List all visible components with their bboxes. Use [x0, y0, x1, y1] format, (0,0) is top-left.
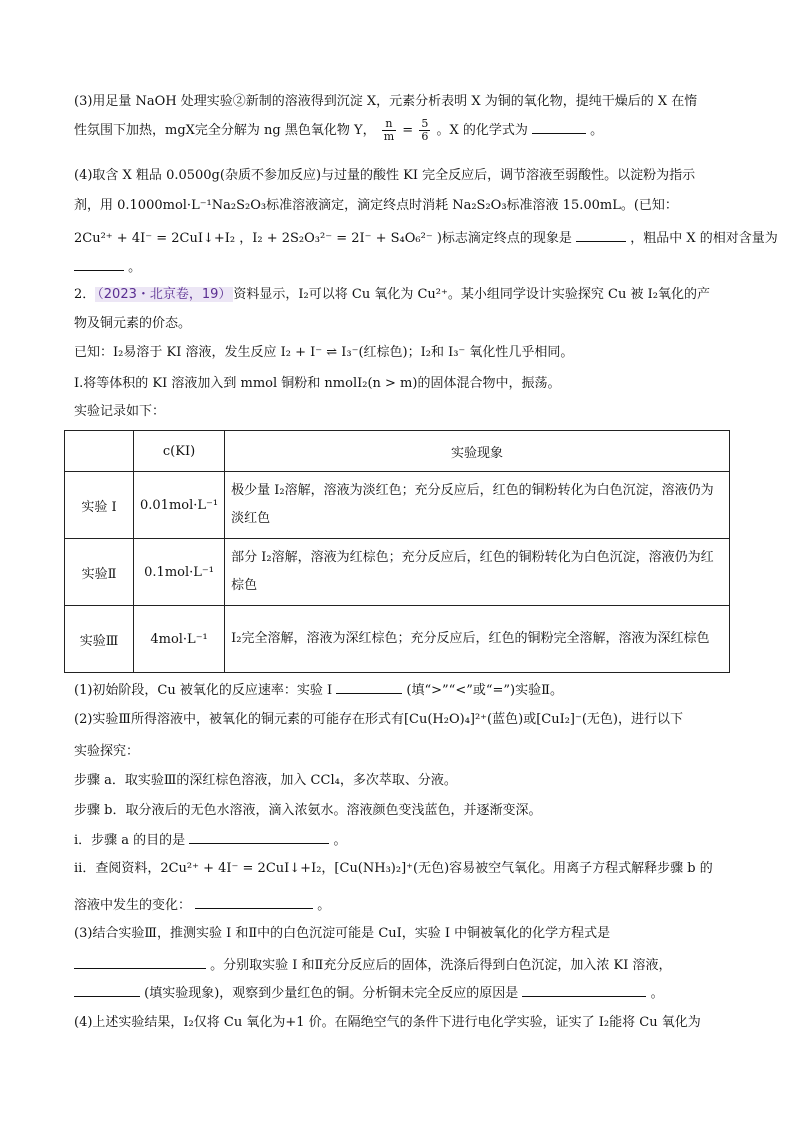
- step-a-line: 步骤 a．取实验Ⅲ的深红棕色溶液，加入 CCl₄，多次萃取、分液。: [74, 773, 457, 788]
- sub-q1-tail: (填“>”“<”或“=”)实验Ⅱ。: [406, 683, 563, 698]
- table-row: [65, 539, 730, 606]
- sub-q2-ii-line-2: [74, 894, 730, 916]
- step-b-line: 步骤 b．取分液后的无色水溶液，滴入浓氨水。溶液颜色变浅蓝色，并逐渐变深。: [74, 803, 542, 818]
- sub-q2-line-2: 实验探究：: [74, 744, 140, 759]
- q2-intro-line-2: 物及铜元素的价态。: [74, 316, 192, 331]
- experiment-concentration: 0.01mol·L⁻¹: [134, 472, 225, 539]
- fraction-denominator: m: [383, 130, 395, 143]
- fraction-5-over-6: [419, 118, 430, 143]
- table-row: [65, 606, 730, 673]
- experiment-table: [64, 430, 730, 673]
- q3-line-1: (3)用足量 NaOH 处理实验②新制的溶液得到沉淀 X，元素分析表明 X 为铜的氧化物，提纯干燥后的 X 在惰: [74, 94, 698, 109]
- answer-blank[interactable]: [336, 679, 402, 694]
- q4-line-1: (4)取含 X 粗品 0.0500g(杂质不参加反应)与过量的酸性 KI 完全反应后，调节溶液至弱酸性。以淀粉为指示: [74, 168, 696, 183]
- q3-line-2-text: 性氛围下加热，mgX完全分解为 ng 黑色氧化物 Y，: [74, 123, 376, 138]
- experiment-name: 实验Ⅱ: [65, 539, 134, 606]
- q3-line-2-tail: 。X 的化学式为: [436, 123, 528, 138]
- q2-intro-text: 资料显示，I₂可以将 Cu 氧化为 Cu²⁺。某小组同学设计实验探究 Cu 被 I₂氧化的产: [233, 287, 710, 302]
- table-header-cell: 实验现象: [225, 431, 730, 472]
- sub-q3-line-3-text: (填实验现象)，观察到少量红色的铜。分析铜未完全反应的原因是: [144, 986, 519, 1001]
- known-info-line: 已知：I₂易溶于 KI 溶液，发生反应 I₂ + I⁻ ⇌ I₃⁻(红棕色)；I₂和 I₃⁻ 氧化性几乎相同。: [74, 345, 574, 360]
- q2-intro-line-1: [74, 285, 730, 305]
- q4-line-4: [74, 256, 730, 278]
- experiment-observation: 极少量 I₂溶解，溶液为淡红色；充分反应后，红色的铜粉转化为白色沉淀，溶液仍为淡红色: [225, 472, 730, 539]
- table-header-cell: [65, 431, 134, 472]
- experiment-observation: 部分 I₂溶解，溶液为红棕色；充分反应后，红色的铜粉转化为白色沉淀，溶液仍为红棕色: [225, 539, 730, 606]
- answer-blank[interactable]: [189, 829, 329, 844]
- answer-blank[interactable]: [74, 954, 206, 969]
- experiment-concentration: 0.1mol·L⁻¹: [134, 539, 225, 606]
- q4-line-3-tail: ，粗品中 X 的相对含量为: [630, 231, 778, 246]
- record-label: 实验记录如下：: [74, 404, 166, 419]
- q3-line-2-end: 。: [590, 123, 604, 138]
- sub-q3-line-3-end: 。: [650, 986, 664, 1001]
- experiment-concentration: 4mol·L⁻¹: [134, 606, 225, 673]
- answer-blank[interactable]: [74, 256, 124, 271]
- table-header-cell: c(KI): [134, 431, 225, 472]
- answer-blank[interactable]: [195, 894, 313, 909]
- answer-blank[interactable]: [74, 982, 140, 997]
- equals-sign: =: [402, 123, 414, 138]
- sub-q1-text: (1)初始阶段，Cu 被氧化的反应速率：实验 I: [74, 683, 333, 698]
- experiment-name: 实验Ⅲ: [65, 606, 134, 673]
- sub-q3-line-1: (3)结合实验Ⅲ，推测实验 I 和Ⅱ中的白色沉淀可能是 CuI，实验 I 中铜被氧化的化学方程式是: [74, 926, 611, 941]
- q4-line-4-end: 。: [128, 260, 142, 275]
- sub-q2-line-1: (2)实验Ⅲ所得溶液中，被氧化的铜元素的可能存在形式有[Cu(H₂O)₄]²⁺(蓝色)或[CuI₂]⁻(无色)，进行以下: [74, 712, 684, 727]
- answer-blank[interactable]: [532, 119, 586, 134]
- sub-q2-ii-line-1: ⅱ．查阅资料，2Cu²⁺ + 4I⁻ = 2CuI↓+I₂，[Cu(NH₃)₂]⁺(无色)容易被空气氧化。用离子方程式解释步骤 b 的: [74, 861, 713, 876]
- experiment-observation: I₂完全溶解，溶液为深红棕色；充分反应后，红色的铜粉完全溶解，溶液为深红棕色: [225, 606, 730, 673]
- sub-q2-i-text: ⅰ．步骤 a 的目的是: [74, 833, 186, 848]
- sub-q3-line-2: [74, 954, 730, 976]
- fraction-denominator: 6: [421, 130, 429, 143]
- sub-q2-ii-text: 溶液中发生的变化：: [74, 898, 192, 913]
- q4-line-3-text: 2Cu²⁺ + 4I⁻ = 2CuI↓+I₂ ，I₂ + 2S₂O₃²⁻ = 2I⁻ + S₄O₆²⁻ )标志滴定终点的现象是: [74, 231, 572, 246]
- q4-line-2: 剂，用 0.1000mol·L⁻¹Na₂S₂O₃标准溶液滴定，滴定终点时消耗 Na₂S₂O₃标准溶液 15.00mL。(已知：: [74, 198, 678, 213]
- procedure-line: I.将等体积的 KI 溶液加入到 mmol 铜粉和 nmolI₂(n > m)的固体混合物中，振荡。: [74, 376, 561, 391]
- fraction-numerator: 5: [421, 117, 429, 130]
- question-number: 2．: [74, 287, 96, 302]
- table-header-row: [65, 431, 730, 472]
- answer-blank[interactable]: [522, 982, 646, 997]
- fraction-numerator: n: [382, 118, 396, 131]
- table-row: [65, 472, 730, 539]
- sub-q2-i-end: 。: [333, 833, 347, 848]
- source-tag: （2023・北京卷，19）: [97, 287, 232, 302]
- q3-line-2: [74, 118, 730, 143]
- sub-q4-line-1: (4)上述实验结果，I₂仅将 Cu 氧化为+1 价。在隔绝空气的条件下进行电化学实验，证实了 I₂能将 Cu 氧化为: [74, 1015, 701, 1030]
- sub-q3-line-3: [74, 982, 730, 1004]
- sub-q3-line-2-text: 。分别取实验 I 和Ⅱ充分反应后的固体，洗涤后得到白色沉淀，加入浓 KI 溶液，: [210, 958, 672, 973]
- q4-line-3: [74, 227, 778, 249]
- answer-blank[interactable]: [576, 227, 626, 242]
- experiment-name: 实验 I: [65, 472, 134, 539]
- sub-q2-ii-end: 。: [317, 898, 331, 913]
- sub-q1-line: [74, 679, 730, 701]
- fraction-n-over-m: [382, 118, 396, 143]
- sub-q2-i-line: [74, 829, 730, 851]
